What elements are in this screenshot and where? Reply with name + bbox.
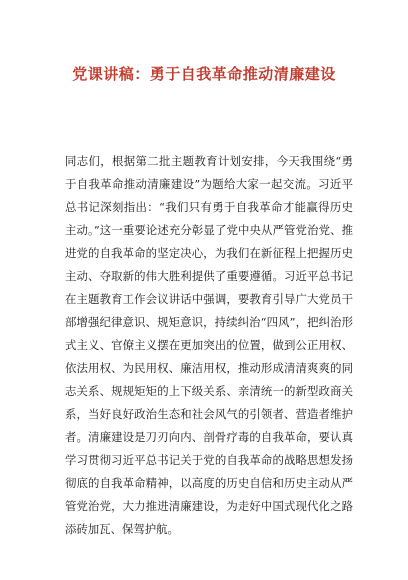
document-title: 党课讲稿：勇于自我革命推动清廉建设 <box>72 65 336 83</box>
document-body-paragraph: 同志们，根据第二批主题教育计划安排，今天我围绕“勇于自我革命推动清廉建设”为题给大家一起交流。习近平总书记深刻指出：“我们只有勇于自我革命才能赢得历史主动。”这一重要论述充分彰显了党中央从严管党治党、推进党的自我革命的坚定决心，为我们在新征程上把握历史主动、夺取新的伟大胜利提供了重要遵循。习近平总书记在主题教育工作会议讲话中强调，要教育引导广大党员干部增强纪律意识、规矩意识，持续纠治“四风”，把纠治形式主义、官僚主义摆在更加突出的位置，做到公正用权、依法用权、为民用权、廉洁用权，推动形成清清爽爽的同志关系、规规矩矩的上下级关系、亲清统一的新型政商关系，当好良好政治生态和社会风气的引领者、营造者维护者。清廉建设是刀刃向内、剖骨疗毒的自我革命，要认真学习贯彻习近平总书记关于党的自我革命的战略思想发扬彻底的自我革命精神，以高度的历史自信和历史主动从严管党治党，大力推进清廉建设，为走好中国式现代化之路添砖加瓦、保驾护航。 <box>65 154 353 536</box>
